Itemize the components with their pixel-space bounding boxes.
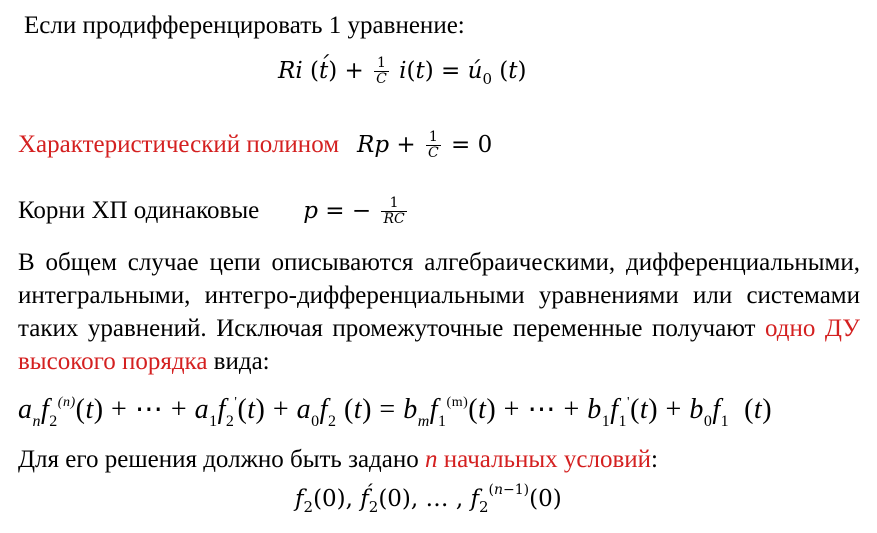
characteristic-polynomial-line: [18, 130, 492, 162]
description-paragraph: В общем случае цепи описываются алгебраическими, дифференциальными, интегральными, интегро-дифференциальными уравнениями или системами таких уравнений. Исключая промежуточные переменные получают одно ДУ высокого порядка вида:: [18, 249, 860, 375]
roots-equation: p = − $\frac{1}{RC}$: [303, 195, 405, 228]
roots-label: Корни ХП одинаковые: [18, 196, 260, 224]
initial-conditions-formula: $f_2(0)$, $f́_2(0)$, … , $f_2^{(n-1)}(0)$: [295, 482, 562, 516]
intro-line: Если продифференцировать 1 уравнение:: [24, 12, 465, 39]
general-ode-equation: $a_nf_2^{(n)}(t)$ + ⋯ + $a_1f_2'(t) + a_0f_2$ $(t) = b_mf_1^{(m)}(t)$ + ⋯ + $b_1f_1'(t) + b_0f_1$ (t): [18, 394, 773, 430]
differentiated-equation: Ri (t́) + $\frac{1}{C}$ $i(t) = ú_0$ (t): [278, 55, 527, 88]
characteristic-polynomial-equation: Rp + $\frac{1}{C}$ = 0: [357, 129, 493, 162]
fraction-1-over-c: $\frac{1}{C}$: [376, 55, 387, 88]
characteristic-polynomial-label: Характеристический полином: [18, 130, 340, 158]
initial-conditions-line: Для его решения должно быть задано n начальных условий:: [18, 446, 658, 473]
roots-line: [18, 196, 410, 228]
highlight-ode: одно ДУ высокого порядка: [18, 315, 860, 375]
